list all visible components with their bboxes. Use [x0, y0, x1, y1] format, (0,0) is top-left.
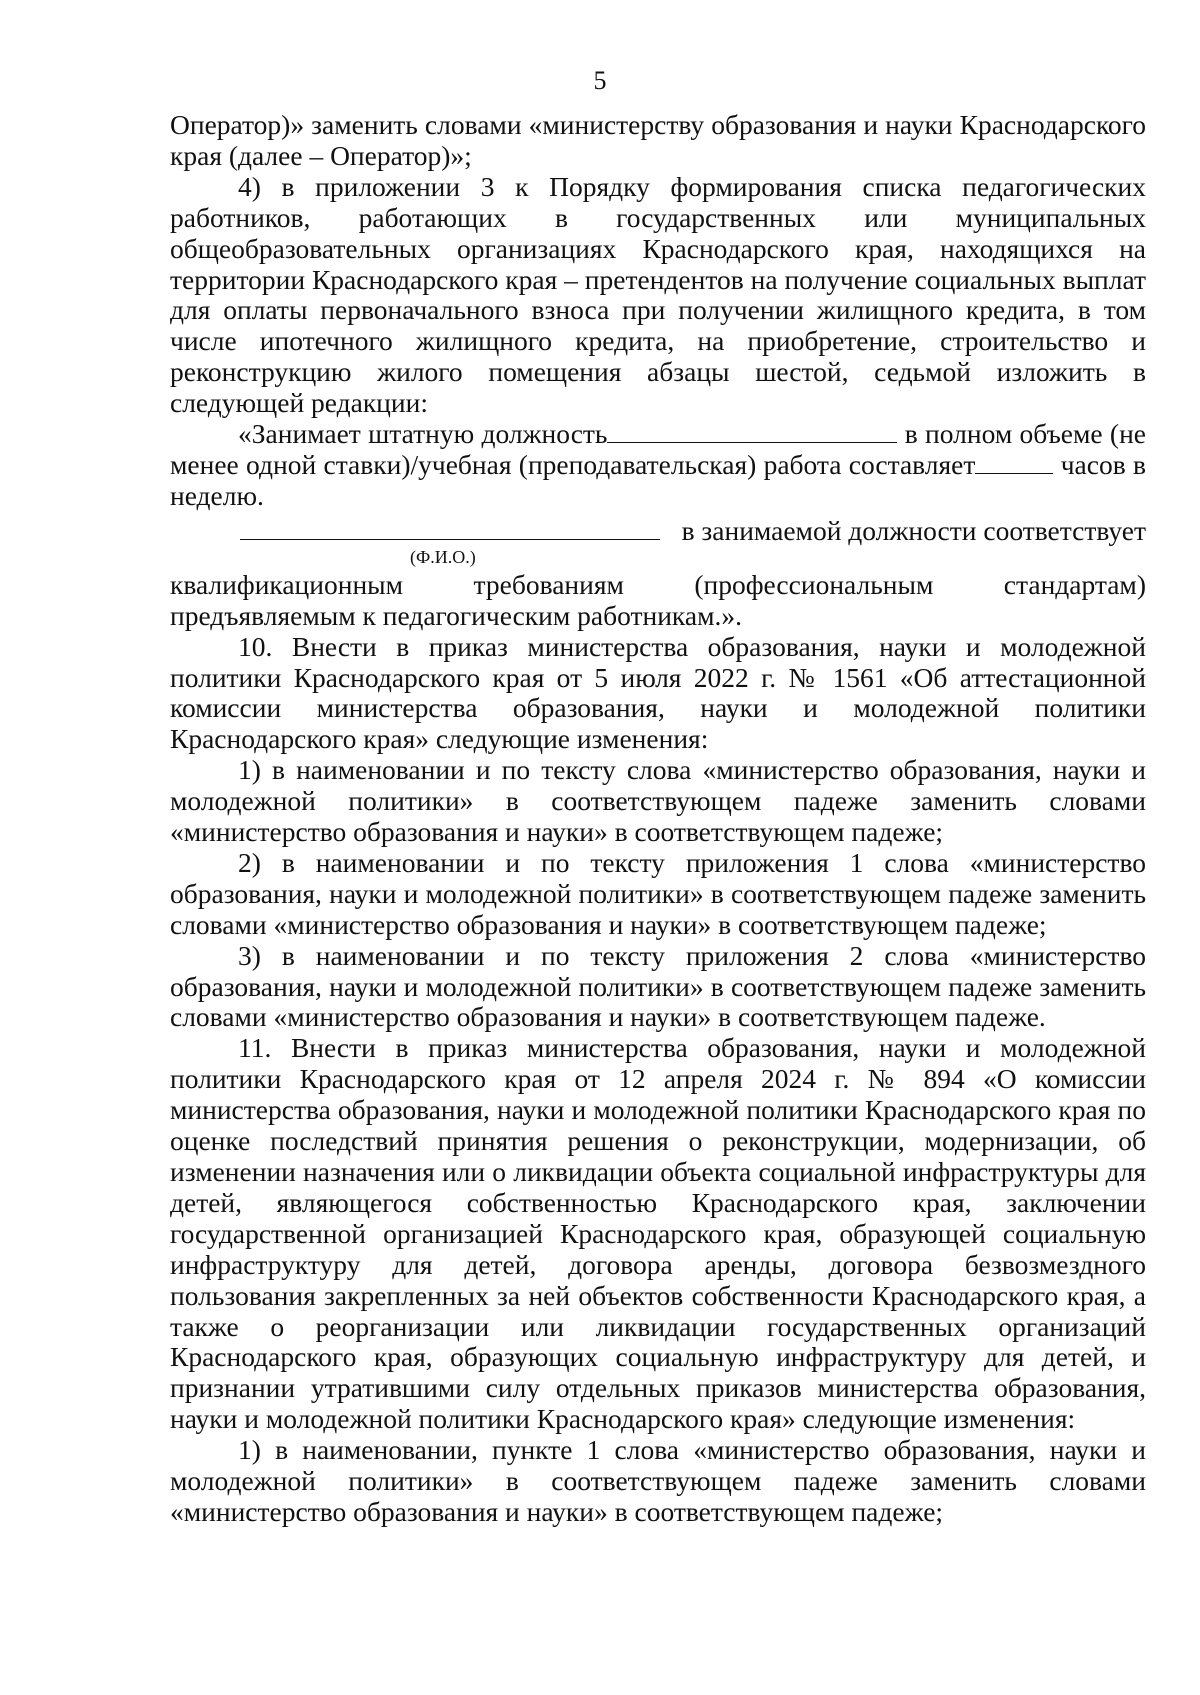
- paragraph-qualification: квалификационным требованиям (профессиональным стандартам) предъявляемым к педагогическим работникам.».: [170, 568, 1146, 631]
- document-body: [170, 110, 1146, 1528]
- paragraph-item-10-1: 1) в наименовании и по тексту слова «министерство образования, науки и молодежной политики» в соответствующем падеже заменить словами «министерство образования и науки» в соответствующем падеже;: [170, 754, 1146, 848]
- form-text-workload: в полном объеме (не менее одной ставки)/учебная (преподавательская) работа составляет: [170, 418, 1146, 480]
- hours-blank-line: [975, 451, 1053, 474]
- paragraph-item-11: 11. Внести в приказ министерства образования, науки и молодежной политики Краснодарского края от 12 апреля 2024 г. № 894 «О комиссии министерства образования, науки и молодежной политики Краснодарского края по оценке последствий принятия решения о реконструкции, модернизации, об изменении назначения или о ликвидации объекта социальной инфраструктуры для детей, являющегося собственностью Краснодарского края, заключении государственной организацией Краснодарского края, образующей социальную инфраструктуру для детей, договора аренды, договора безвозмездного пользования закрепленных за ней объектов собственности Краснодарского края, а также о реорганизации или ликвидации государственных организаций Краснодарского края, образующих социальную инфраструктуру для детей, и признании утратившими силу отдельных приказов министерства образования, науки и молодежной политики Краснодарского края» следующие изменения:: [170, 1032, 1146, 1435]
- page-number: 5: [593, 66, 607, 95]
- paragraph-operator-replacement: Оператор)» заменить словами «министерству образования и науки Краснодарского края (далее – Оператор)»;: [170, 109, 1146, 171]
- position-blank-line: [607, 420, 897, 443]
- paragraph-item-10: 10. Внести в приказ министерства образования, науки и молодежной политики Краснодарского края от 5 июля 2022 г. № 1561 «Об аттестационной комиссии министерства образования, науки и молодежной политики Краснодарского края» следующие изменения:: [170, 630, 1146, 755]
- paragraph-item-4: 4) в приложении 3 к Порядку формирования списка педагогических работников, работающих в государственных или муниципальных общеобразовательных организациях Краснодарского края, находящихся на территории Краснодарского края – претендентов на получение социальных выплат для оплаты первоначального взноса при получении жилищного кредита, в том числе ипотечного жилищного кредита, на приобретение, строительство и реконструкцию жилого помещения абзацы шестой, седьмой изложить в следующей редакции:: [170, 170, 1146, 419]
- fio-label: (Ф.И.О.): [410, 546, 476, 567]
- paragraph-item-11-1: 1) в наименовании, пункте 1 слова «министерство образования, науки и молодежной политики» в соответствующем падеже заменить словами «министерство образования и науки» в соответствующем падеже;: [170, 1434, 1146, 1527]
- fio-line: [170, 516, 1146, 546]
- form-text-hours: часов в неделю.: [170, 448, 1146, 511]
- fio-line-text: в занимаемой должности соответствует: [681, 514, 1146, 546]
- paragraph-item-10-2: 2) в наименовании и по тексту приложения 1 слова «министерство образования, науки и молодежной политики» в соответствующем падеже заменить словами «министерство образования и науки» в соответствующем падеже;: [170, 846, 1146, 940]
- paragraph-form-text: [170, 419, 1146, 512]
- form-text-position: «Занимает штатную должность: [238, 418, 608, 450]
- fio-blank-line: [240, 517, 660, 540]
- paragraph-item-10-3: 3) в наименовании и по тексту приложения 2 слова «министерство образования, науки и молодежной политики» в соответствующем падеже заменить словами «министерство образования и науки» в соответствующем падеже.: [170, 939, 1146, 1033]
